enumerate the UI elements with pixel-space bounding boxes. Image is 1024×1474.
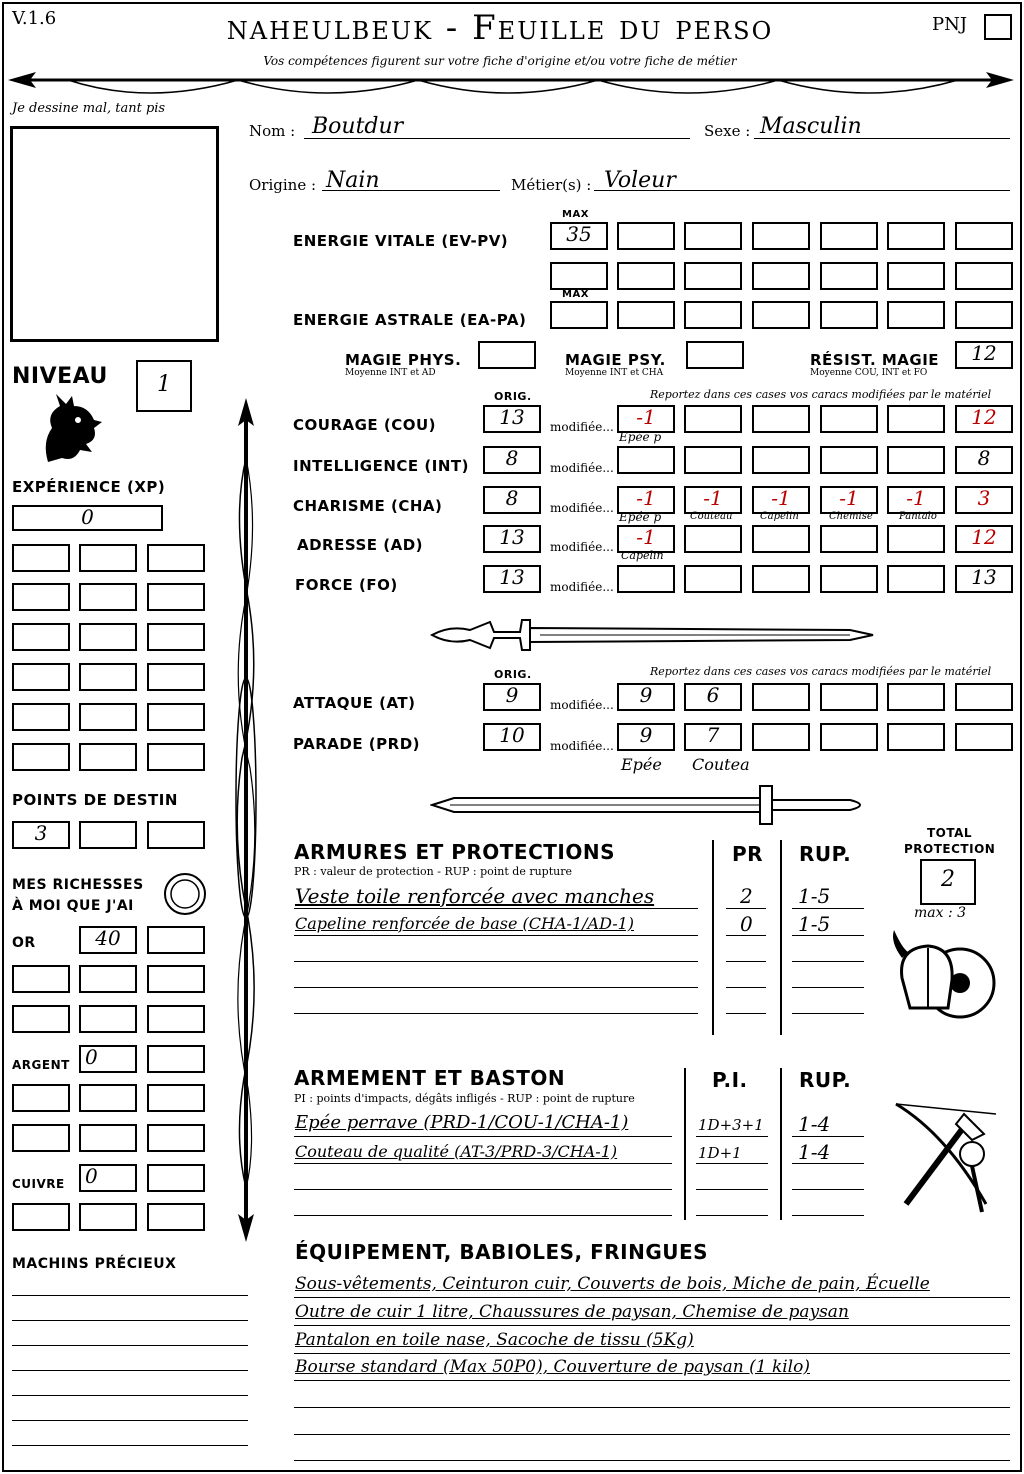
modif-label: modifiée... <box>550 501 614 515</box>
intelligence-label: INTELLIGENCE (INT) <box>293 457 469 475</box>
arme-line[interactable] <box>294 1163 672 1164</box>
charisme-note: Pantalo <box>899 511 937 522</box>
nom-label: Nom : <box>249 122 296 140</box>
arme-line[interactable] <box>294 1189 672 1190</box>
adresse-mod-box[interactable] <box>820 525 878 553</box>
armure-rup-line[interactable] <box>792 961 864 962</box>
magie-psy-box[interactable] <box>686 341 744 369</box>
weapon-note: Epée <box>621 755 662 774</box>
xp-box[interactable] <box>12 583 70 611</box>
experience-box[interactable] <box>12 505 163 531</box>
adresse-orig: 13 <box>499 525 525 549</box>
argent-box[interactable] <box>147 1084 205 1112</box>
or-value: 40 <box>95 926 121 950</box>
equipement-blank-line[interactable] <box>294 1380 1010 1381</box>
spear-divider-icon <box>8 66 1014 106</box>
attaque-mod-1: 9 <box>639 683 653 707</box>
subtitle: Vos compétences figurent sur votre fiche d'origine et/ou votre fiche de métier <box>263 54 737 68</box>
ev-max-box[interactable] <box>550 222 608 250</box>
sexe-line <box>754 138 1010 139</box>
nom-line <box>304 138 690 139</box>
modif-label: modifiée... <box>550 580 614 594</box>
total-protection-box[interactable] <box>920 859 976 905</box>
charisme-note: Epée p <box>619 510 662 524</box>
armures-title: ARMURES ET PROTECTIONS <box>294 840 615 864</box>
armure-pr-line[interactable] <box>726 987 766 988</box>
adresse-mod-1: -1 <box>636 525 656 549</box>
destin-label: POINTS DE DESTIN <box>12 791 178 809</box>
armure-rup-line[interactable] <box>792 908 864 909</box>
ev-box[interactable] <box>820 222 878 250</box>
force-mod-box[interactable] <box>752 565 810 593</box>
ev-box[interactable] <box>752 262 810 290</box>
machins-line[interactable] <box>12 1420 248 1421</box>
armure-rup[interactable]: 1-5 <box>798 884 831 908</box>
equipement-line[interactable]: Pantalon en toile nase, Sacoche de tissu (5Kg) <box>295 1330 694 1350</box>
adresse-label: ADRESSE (AD) <box>297 536 424 554</box>
modif-label: modifiée... <box>550 461 614 475</box>
cuivre-box[interactable] <box>79 1203 137 1231</box>
modif-label: modifiée... <box>550 739 614 753</box>
destin-box[interactable] <box>147 821 205 849</box>
equipement-blank-line[interactable] <box>294 1325 1010 1326</box>
armures-note: PR : valeur de protection - RUP : point de rupture <box>294 865 572 878</box>
equipement-blank-line[interactable] <box>294 1460 1010 1461</box>
force-final-box[interactable] <box>955 565 1013 593</box>
armement-col-divider <box>780 1068 782 1220</box>
charisme-orig-box[interactable] <box>483 486 541 514</box>
attaque-mod-box[interactable] <box>752 683 810 711</box>
charisme-mod: -1 <box>703 486 723 510</box>
magie-phys-box[interactable] <box>478 341 536 369</box>
ea-box[interactable] <box>955 301 1013 329</box>
intelligence-final-box[interactable] <box>955 446 1013 474</box>
charisme-final: 3 <box>977 486 991 510</box>
armure-rup-line[interactable] <box>792 987 864 988</box>
equipement-line[interactable]: Bourse standard (Max 50P0), Couverture de paysan (1 kilo) <box>295 1357 810 1377</box>
machins-line[interactable] <box>12 1395 248 1396</box>
weapons-icon <box>886 1094 1002 1216</box>
modif-label: modifiée... <box>550 540 614 554</box>
intelligence-mod-box[interactable] <box>617 446 675 474</box>
ev-box[interactable] <box>617 222 675 250</box>
charisme-note: Capelin <box>760 511 799 522</box>
xp-box[interactable] <box>79 623 137 651</box>
ea-box[interactable] <box>684 301 742 329</box>
dragon-icon <box>38 392 104 464</box>
force-label: FORCE (FO) <box>295 576 398 594</box>
charisme-label: CHARISME (CHA) <box>293 497 443 515</box>
xp-box[interactable] <box>147 583 205 611</box>
arme-rup-line[interactable] <box>792 1215 864 1216</box>
arme-pi-line[interactable] <box>696 1163 768 1164</box>
resist-magie-value: 12 <box>971 341 997 365</box>
ev-box[interactable] <box>684 222 742 250</box>
metier-line <box>594 190 1010 191</box>
cuivre-box[interactable] <box>147 1164 205 1192</box>
machins-line[interactable] <box>12 1370 248 1371</box>
ea-box[interactable] <box>887 301 945 329</box>
armure-line[interactable] <box>294 1013 698 1014</box>
portrait-caption: Je dessine mal, tant pis <box>12 101 166 116</box>
experience-value: 0 <box>81 505 94 529</box>
armure-name[interactable]: Veste toile renforcée avec manches <box>295 884 655 908</box>
destin-box[interactable] <box>79 821 137 849</box>
portrait-box[interactable] <box>10 126 219 342</box>
armure-rup-line[interactable] <box>792 1013 864 1014</box>
armure-pr-line[interactable] <box>726 961 766 962</box>
niveau-value: 1 <box>157 372 171 397</box>
ea-label: ENERGIE ASTRALE (EA-PA) <box>293 311 527 329</box>
xp-box[interactable] <box>12 623 70 651</box>
cuivre-label: CUIVRE <box>12 1177 65 1191</box>
xp-box[interactable] <box>79 663 137 691</box>
report-note: Reportez dans ces cases vos caracs modifiées par le matériel <box>650 388 992 401</box>
or-label: OR <box>12 935 36 951</box>
equipement-line[interactable]: Sous-vêtements, Ceinturon cuir, Couverts de bois, Miche de pain, Écuelle <box>295 1274 930 1294</box>
attaque-mod-box[interactable] <box>684 683 742 711</box>
armure-line[interactable] <box>294 961 698 962</box>
machins-label: MACHINS PRÉCIEUX <box>12 1256 177 1272</box>
armures-col-divider <box>780 840 782 1035</box>
charisme-mod-box[interactable] <box>887 486 945 514</box>
ea-box[interactable] <box>752 301 810 329</box>
cuivre-value: 0 <box>85 1164 98 1188</box>
ev-box[interactable] <box>684 262 742 290</box>
equipement-blank-line[interactable] <box>294 1407 1010 1408</box>
xp-box[interactable] <box>147 743 205 771</box>
parade-orig: 10 <box>499 723 525 747</box>
attaque-mod-box[interactable] <box>617 683 675 711</box>
modif-label: modifiée... <box>550 698 614 712</box>
cuivre-box[interactable] <box>79 1164 137 1192</box>
adresse-final-box[interactable] <box>955 525 1013 553</box>
magie-phys-note: Moyenne INT et AD <box>345 368 436 378</box>
xp-box[interactable] <box>79 544 137 572</box>
parade-label: PARADE (PRD) <box>293 735 421 753</box>
armement-note: PI : points d'impacts, dégâts infligés - RUP : point de rupture <box>294 1092 635 1105</box>
argent-box[interactable] <box>79 1124 137 1152</box>
ev-max-label: MAX <box>562 209 589 220</box>
niveau-box[interactable] <box>136 360 192 412</box>
xp-box[interactable] <box>147 703 205 731</box>
intelligence-orig: 8 <box>505 446 519 470</box>
force-mod-box[interactable] <box>820 565 878 593</box>
attaque-mod-box[interactable] <box>955 683 1013 711</box>
charisme-note: Chemise <box>829 511 873 522</box>
xp-box[interactable] <box>79 703 137 731</box>
intelligence-mod-box[interactable] <box>820 446 878 474</box>
force-orig-box[interactable] <box>483 565 541 593</box>
charisme-final-box[interactable] <box>955 486 1013 514</box>
armement-col-divider <box>684 1068 686 1220</box>
armure-pr-line[interactable] <box>726 908 766 909</box>
argent-box[interactable] <box>79 1084 137 1112</box>
adresse-orig-box[interactable] <box>483 525 541 553</box>
machins-line[interactable] <box>12 1445 248 1446</box>
intelligence-final: 8 <box>977 446 991 470</box>
charisme-mod-box[interactable] <box>752 486 810 514</box>
ea-box[interactable] <box>617 301 675 329</box>
arme-pi[interactable]: 1D+3+1 <box>698 1116 764 1134</box>
argent-box[interactable] <box>147 1124 205 1152</box>
arme-rup[interactable]: 1-4 <box>798 1112 831 1136</box>
metier-label: Métier(s) : <box>511 176 592 194</box>
ea-max-box[interactable] <box>550 301 608 329</box>
charisme-mod: -1 <box>906 486 926 510</box>
argent-box[interactable] <box>79 1045 137 1073</box>
version-label: V.1.6 <box>12 8 57 29</box>
intelligence-mod-box[interactable] <box>684 446 742 474</box>
xp-box[interactable] <box>147 663 205 691</box>
parade-mod-box[interactable] <box>617 723 675 751</box>
or-box[interactable] <box>147 926 205 954</box>
attaque-orig-box[interactable] <box>483 683 541 711</box>
or-box[interactable] <box>79 965 137 993</box>
machins-line[interactable] <box>12 1295 248 1296</box>
arme-rup-line[interactable] <box>792 1189 864 1190</box>
ev-max-value: 35 <box>566 222 592 246</box>
cuivre-box[interactable] <box>147 1203 205 1231</box>
combat-report-note: Reportez dans ces cases vos caracs modifiées par le matériel <box>650 665 992 678</box>
helmet-shield-icon <box>888 928 998 1028</box>
attaque-label: ATTAQUE (AT) <box>293 694 416 712</box>
or-box[interactable] <box>12 965 70 993</box>
resist-magie-box[interactable] <box>955 341 1013 369</box>
courage-mod-box[interactable] <box>617 405 675 433</box>
combat-orig-label: ORIG. <box>494 668 532 681</box>
charisme-mod: -1 <box>839 486 859 510</box>
destin-box[interactable] <box>12 821 70 849</box>
or-box[interactable] <box>79 1005 137 1033</box>
argent-value: 0 <box>85 1045 98 1069</box>
total-protection-label-2: PROTECTION <box>904 842 996 856</box>
force-orig: 13 <box>499 565 525 589</box>
equipement-line[interactable]: Outre de cuir 1 litre, Chaussures de paysan, Chemise de paysan <box>295 1302 849 1322</box>
courage-label: COURAGE (COU) <box>293 416 437 434</box>
pnj-label: PNJ <box>932 14 968 35</box>
armure-line[interactable] <box>294 908 698 909</box>
attaque-mod-box[interactable] <box>820 683 878 711</box>
force-mod-box[interactable] <box>887 565 945 593</box>
ev-box[interactable] <box>617 262 675 290</box>
sword-icon <box>430 610 875 660</box>
cuivre-box[interactable] <box>12 1203 70 1231</box>
xp-box[interactable] <box>79 743 137 771</box>
richesses-label-2: À MOI QUE J'AI <box>12 898 134 914</box>
arme-pi-line[interactable] <box>696 1215 768 1216</box>
courage-mod-box[interactable] <box>684 405 742 433</box>
parade-orig-box[interactable] <box>483 723 541 751</box>
argent-box[interactable] <box>12 1124 70 1152</box>
armure-pr[interactable]: 2 <box>740 884 753 908</box>
ev-label: ENERGIE VITALE (EV-PV) <box>293 232 509 250</box>
adresse-final: 12 <box>971 525 997 549</box>
courage-orig-box[interactable] <box>483 405 541 433</box>
ev-box[interactable] <box>820 262 878 290</box>
nom-value[interactable]: Boutdur <box>312 114 404 139</box>
courage-mod-note: Epée p <box>619 430 662 444</box>
attaque-mod-2: 6 <box>706 683 720 707</box>
adresse-mod-box[interactable] <box>887 525 945 553</box>
charisme-mod-box[interactable] <box>820 486 878 514</box>
total-protection-value: 2 <box>941 867 955 892</box>
arme-rup-line[interactable] <box>792 1136 864 1137</box>
parade-mod-box[interactable] <box>820 723 878 751</box>
parade-mod-box[interactable] <box>752 723 810 751</box>
magie-phys-label: MAGIE PHYS. <box>345 351 462 369</box>
xp-box[interactable] <box>12 544 70 572</box>
courage-mod-box[interactable] <box>820 405 878 433</box>
equipement-blank-line[interactable] <box>294 1297 1010 1298</box>
ev-box[interactable] <box>955 262 1013 290</box>
magie-psy-note: Moyenne INT et CHA <box>565 368 664 378</box>
machins-line[interactable] <box>12 1345 248 1346</box>
or-box[interactable] <box>79 926 137 954</box>
argent-box[interactable] <box>147 1045 205 1073</box>
ev-box[interactable] <box>887 222 945 250</box>
courage-mod-1: -1 <box>636 405 656 429</box>
charisme-mod-box[interactable] <box>684 486 742 514</box>
parade-mod-1: 9 <box>639 723 653 747</box>
metier-value[interactable]: Voleur <box>604 168 676 193</box>
intelligence-mod-box[interactable] <box>887 446 945 474</box>
xp-box[interactable] <box>147 623 205 651</box>
attaque-orig: 9 <box>505 683 519 707</box>
arme-name[interactable]: Couteau de qualité (AT-3/PRD-3/CHA-1) <box>295 1142 618 1161</box>
armure-rup[interactable]: 1-5 <box>798 912 831 936</box>
weapon-note: Coutea <box>692 755 750 774</box>
arme-rup-line[interactable] <box>792 1163 864 1164</box>
sheet-title: naheulbeuk - Feuille du perso <box>226 8 774 48</box>
xp-box[interactable] <box>147 544 205 572</box>
equipement-blank-line[interactable] <box>294 1434 1010 1435</box>
pi-label: P.I. <box>712 1068 748 1092</box>
charisme-note: Couteau <box>690 511 733 522</box>
resist-magie-label: RÉSIST. MAGIE <box>810 351 940 369</box>
arme-pi[interactable]: 1D+1 <box>698 1144 742 1162</box>
total-protection-label-1: TOTAL <box>927 826 973 840</box>
armure-rup-line[interactable] <box>792 935 864 936</box>
armure-pr-line[interactable] <box>726 935 766 936</box>
machins-line[interactable] <box>12 1320 248 1321</box>
destin-value: 3 <box>34 821 48 845</box>
or-box[interactable] <box>147 965 205 993</box>
or-box[interactable] <box>12 1005 70 1033</box>
vertical-spear-icon <box>226 398 266 1242</box>
ea-max-label: MAX <box>562 289 589 300</box>
arme-name[interactable]: Epée perrave (PRD-1/COU-1/CHA-1) <box>295 1112 629 1133</box>
pnj-checkbox[interactable] <box>984 14 1012 40</box>
force-final: 13 <box>971 565 997 589</box>
courage-mod-box[interactable] <box>887 405 945 433</box>
equipement-title: ÉQUIPEMENT, BABIOLES, FRINGUES <box>295 1240 709 1264</box>
armures-rup-label: RUP. <box>799 842 852 866</box>
arme-pi-line[interactable] <box>696 1189 768 1190</box>
xp-box[interactable] <box>12 663 70 691</box>
pr-label: PR <box>732 842 764 866</box>
ev-box[interactable] <box>955 222 1013 250</box>
force-mod-box[interactable] <box>684 565 742 593</box>
armure-line[interactable] <box>294 987 698 988</box>
charisme-orig: 8 <box>505 486 519 510</box>
force-mod-box[interactable] <box>617 565 675 593</box>
arme-line[interactable] <box>294 1136 672 1137</box>
modif-label: modifiée... <box>550 420 614 434</box>
origine-value[interactable]: Nain <box>326 168 380 193</box>
ev-box[interactable] <box>550 262 608 290</box>
ea-box[interactable] <box>820 301 878 329</box>
ev-box[interactable] <box>887 262 945 290</box>
adresse-mod-box[interactable] <box>684 525 742 553</box>
equipement-blank-line[interactable] <box>294 1353 1010 1354</box>
niveau-label: NIVEAU <box>12 364 108 389</box>
sexe-value[interactable]: Masculin <box>760 114 862 139</box>
xp-box[interactable] <box>79 583 137 611</box>
sexe-label: Sexe : <box>704 122 751 140</box>
resist-magie-note: Moyenne COU, INT et FO <box>810 368 928 378</box>
adresse-mod-note: Capelin <box>621 549 664 562</box>
origine-line <box>322 190 500 191</box>
parade-mod-box[interactable] <box>887 723 945 751</box>
total-protection-max: max : 3 <box>914 905 967 921</box>
courage-mod-box[interactable] <box>752 405 810 433</box>
armures-col-divider <box>712 840 714 1035</box>
experience-label: EXPÉRIENCE (XP) <box>12 478 166 496</box>
charisme-mod: -1 <box>636 486 656 510</box>
orig-label: ORIG. <box>494 390 532 403</box>
courage-final-box[interactable] <box>955 405 1013 433</box>
ev-box[interactable] <box>752 222 810 250</box>
arme-rup[interactable]: 1-4 <box>798 1140 831 1164</box>
armure-pr[interactable]: 0 <box>740 912 753 936</box>
arme-pi-line[interactable] <box>696 1136 768 1137</box>
magie-psy-label: MAGIE PSY. <box>565 351 666 369</box>
parade-mod-box[interactable] <box>955 723 1013 751</box>
intelligence-mod-box[interactable] <box>752 446 810 474</box>
parade-mod-box[interactable] <box>684 723 742 751</box>
courage-final: 12 <box>971 405 997 429</box>
armure-name[interactable]: Capeline renforcée de base (CHA-1/AD-1) <box>295 914 635 933</box>
armement-rup-label: RUP. <box>799 1068 852 1092</box>
richesses-label-1: MES RICHESSES <box>12 877 144 893</box>
or-box[interactable] <box>147 1005 205 1033</box>
adresse-mod-box[interactable] <box>752 525 810 553</box>
xp-box[interactable] <box>12 703 70 731</box>
argent-box[interactable] <box>12 1084 70 1112</box>
courage-orig: 13 <box>499 405 525 429</box>
coin-icon <box>163 872 207 916</box>
armement-title: ARMEMENT ET BASTON <box>294 1066 566 1090</box>
xp-box[interactable] <box>12 743 70 771</box>
charisme-mod: -1 <box>771 486 791 510</box>
sword-icon <box>430 780 875 830</box>
armure-line[interactable] <box>294 935 698 936</box>
arme-line[interactable] <box>294 1215 672 1216</box>
intelligence-orig-box[interactable] <box>483 446 541 474</box>
armure-pr-line[interactable] <box>726 1013 766 1014</box>
argent-label: ARGENT <box>12 1058 70 1072</box>
origine-label: Origine : <box>249 176 317 194</box>
attaque-mod-box[interactable] <box>887 683 945 711</box>
parade-mod-2: 7 <box>706 723 720 747</box>
